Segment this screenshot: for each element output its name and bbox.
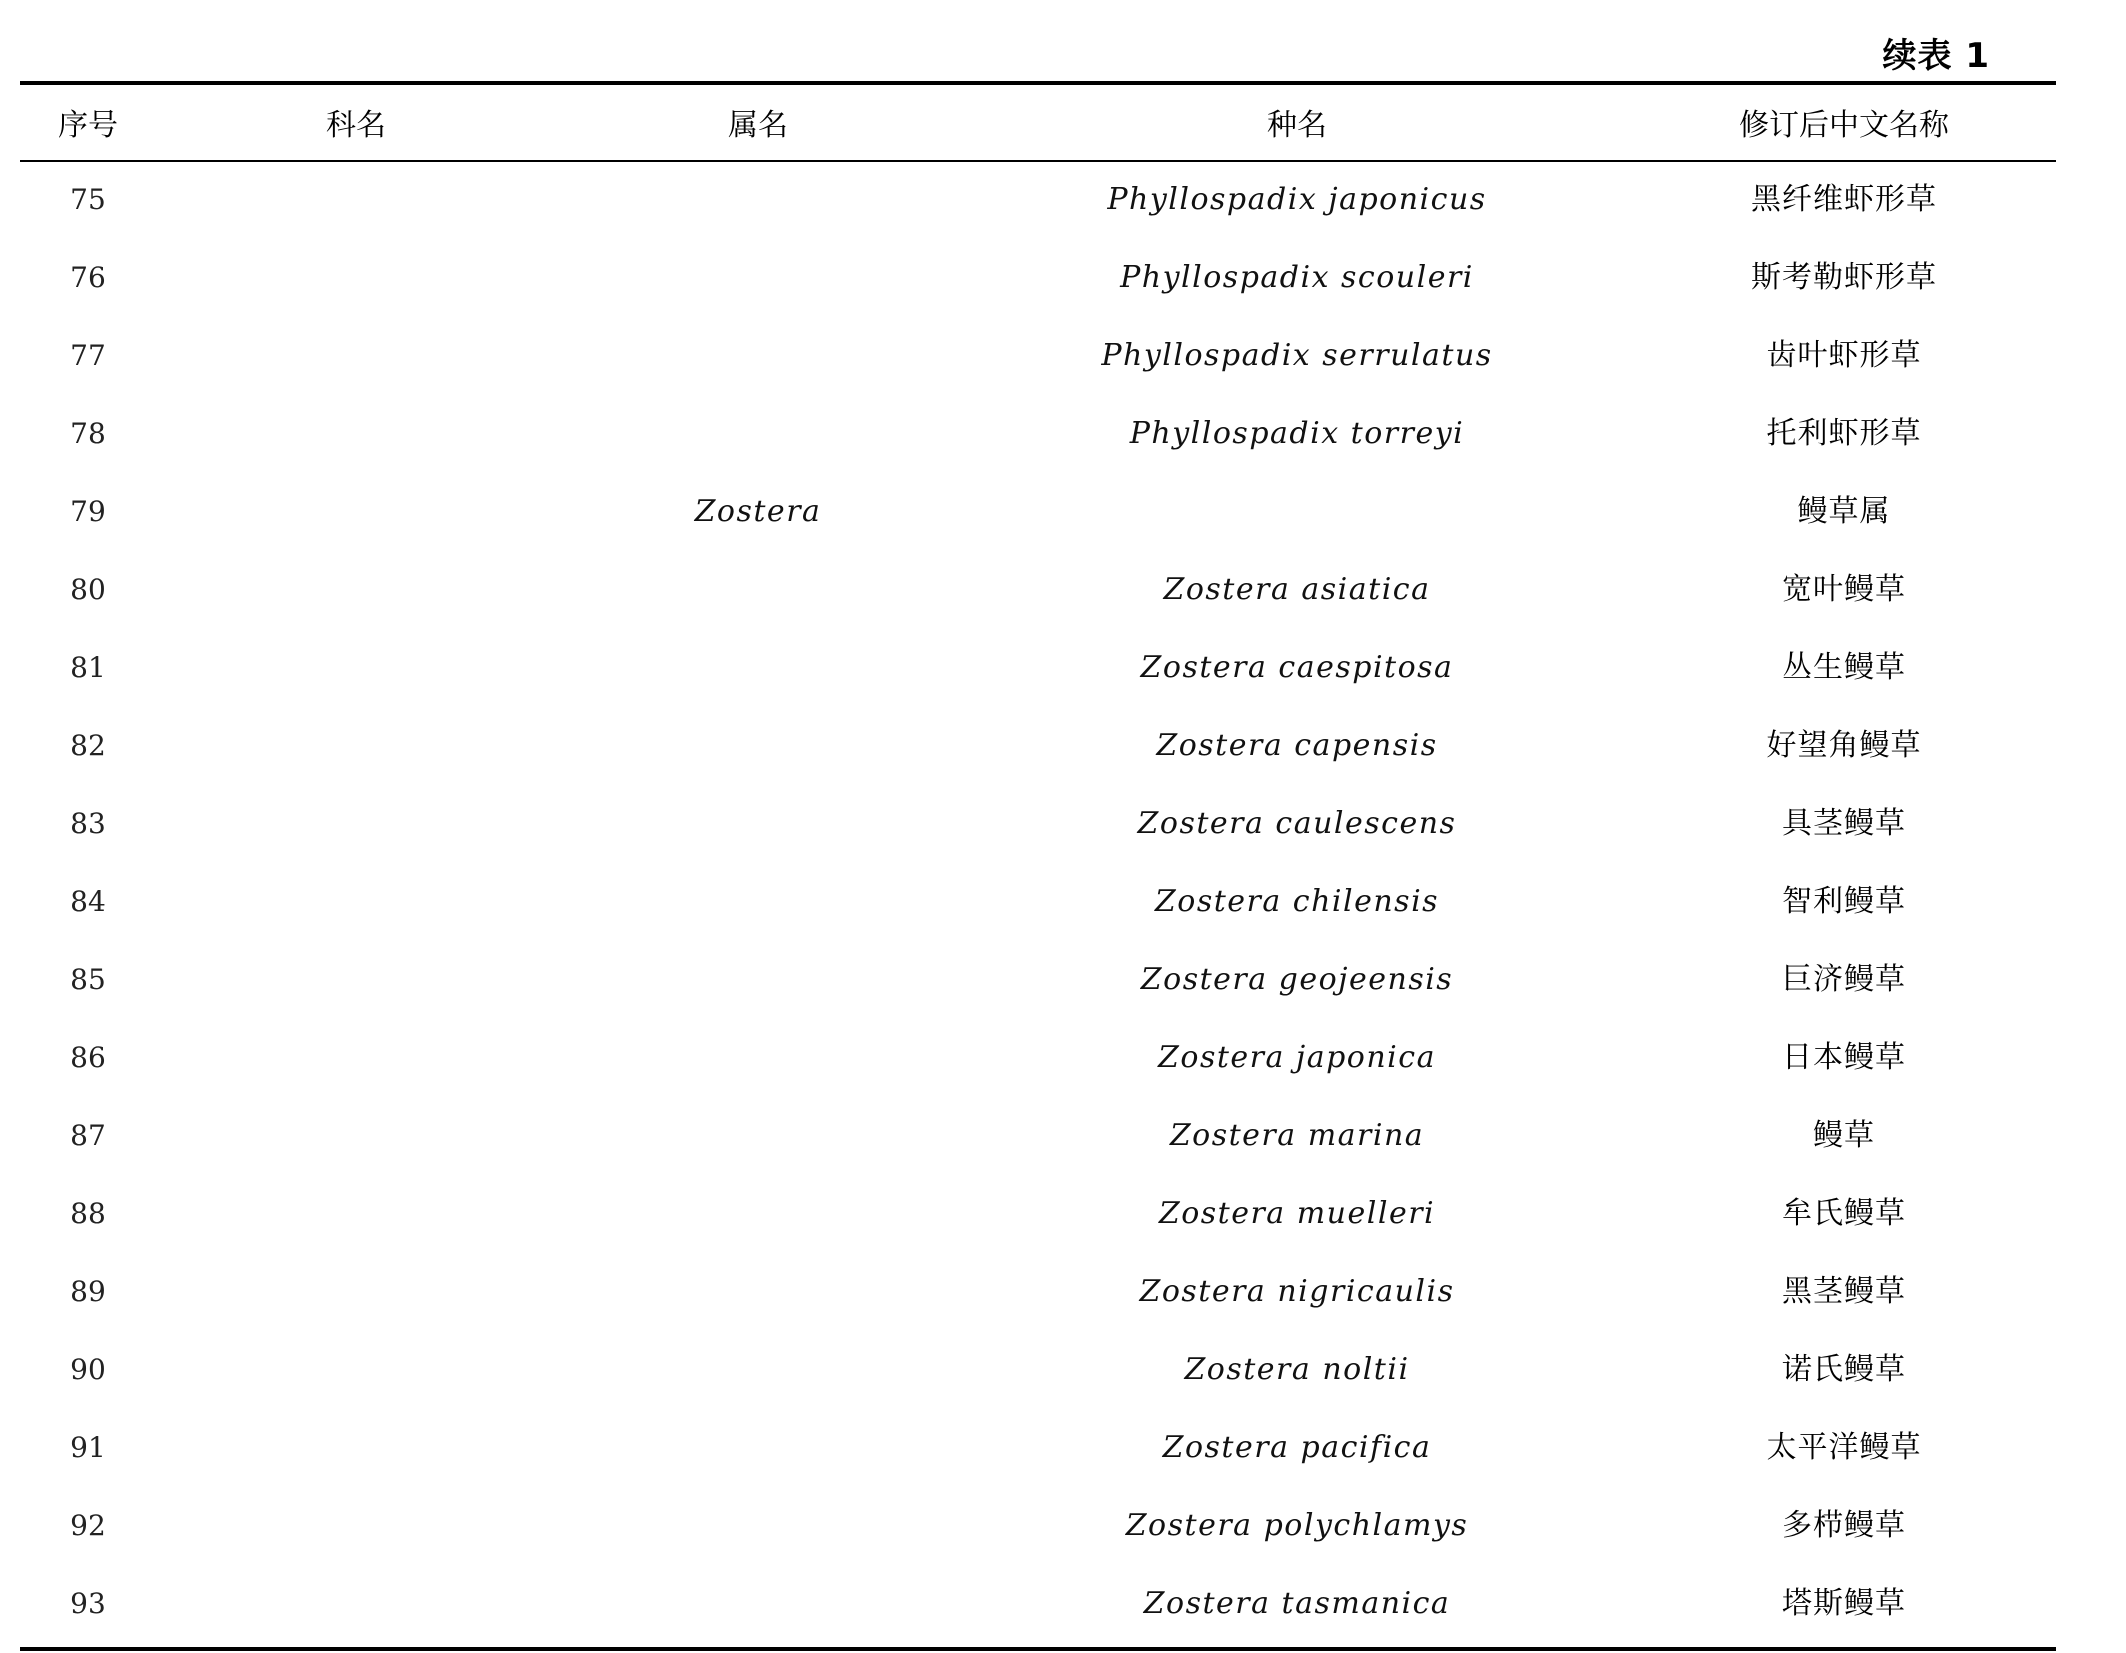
row-number: 89 (70, 1275, 106, 1308)
row-number: 85 (70, 963, 106, 996)
header-species: 种名 (1267, 108, 1327, 143)
row-chinese-name: 智利鳗草 (1782, 884, 1906, 919)
row-species: Zostera noltii (1184, 1352, 1410, 1387)
table-row (0, 473, 2126, 551)
row-chinese-name: 托利虾形草 (1766, 416, 1922, 451)
table-row (0, 707, 2126, 785)
row-chinese-name: 太平洋鳗草 (1766, 1430, 1922, 1465)
row-species: Zostera caespitosa (1140, 650, 1454, 685)
header-family: 科名 (326, 108, 386, 143)
row-species: Zostera pacifica (1162, 1430, 1432, 1465)
row-species: Zostera chilensis (1154, 884, 1440, 919)
row-number: 79 (70, 495, 106, 528)
bottom-rule (20, 1647, 2056, 1651)
row-species: Phyllospadix torreyi (1129, 416, 1465, 451)
table-row (0, 395, 2126, 473)
row-species: Phyllospadix japonicus (1107, 182, 1487, 217)
row-number: 76 (70, 261, 106, 294)
table-row (0, 1253, 2126, 1331)
table-row (0, 629, 2126, 707)
table-row (0, 1097, 2126, 1175)
table-row (0, 1019, 2126, 1097)
row-number: 84 (70, 885, 106, 918)
row-chinese-name: 多栉鳗草 (1782, 1508, 1906, 1543)
row-chinese-name: 具茎鳗草 (1782, 806, 1906, 841)
row-species: Zostera polychlamys (1125, 1508, 1469, 1543)
row-number: 93 (70, 1587, 106, 1620)
table-row (0, 317, 2126, 395)
row-species: Phyllospadix scouleri (1120, 260, 1474, 295)
row-species: Zostera asiatica (1163, 572, 1431, 607)
row-number: 75 (70, 183, 106, 216)
table-row (0, 1409, 2126, 1487)
row-species: Zostera marina (1169, 1118, 1425, 1153)
table-row (0, 1175, 2126, 1253)
row-number: 81 (70, 651, 106, 684)
row-species: Zostera japonica (1158, 1040, 1436, 1075)
row-number: 90 (70, 1353, 106, 1386)
row-chinese-name: 黑纤维虾形草 (1751, 182, 1937, 217)
row-number: 82 (70, 729, 106, 762)
row-chinese-name: 斯考勒虾形草 (1751, 260, 1937, 295)
table-row (0, 863, 2126, 941)
row-chinese-name: 好望角鳗草 (1766, 728, 1922, 763)
row-species: Zostera muelleri (1158, 1196, 1436, 1231)
row-species: Zostera geojeensis (1140, 962, 1454, 997)
row-species: Zostera nigricaulis (1139, 1274, 1455, 1309)
top-rule (20, 81, 2056, 85)
row-chinese-name: 鳗草属 (1797, 494, 1891, 529)
row-chinese-name: 鳗草 (1813, 1118, 1875, 1153)
table-caption: 续表 1 (1882, 36, 1990, 76)
row-species: Zostera capensis (1156, 728, 1438, 763)
row-chinese-name: 宽叶鳗草 (1782, 572, 1906, 607)
row-species: Zostera tasmanica (1143, 1586, 1451, 1621)
table-row (0, 239, 2126, 317)
row-number: 80 (70, 573, 106, 606)
row-genus: Zostera (694, 494, 822, 529)
table-row (0, 1331, 2126, 1409)
row-chinese-name: 齿叶虾形草 (1766, 338, 1922, 373)
table-row (0, 941, 2126, 1019)
row-number: 87 (70, 1119, 106, 1152)
row-chinese-name: 日本鳗草 (1782, 1040, 1906, 1075)
table-row (0, 1487, 2126, 1565)
row-number: 91 (70, 1431, 106, 1464)
row-chinese-name: 塔斯鳗草 (1782, 1586, 1906, 1621)
row-chinese-name: 诺氏鳗草 (1782, 1352, 1906, 1387)
row-number: 92 (70, 1509, 106, 1542)
header-revised-chinese-name: 修订后中文名称 (1739, 108, 1949, 143)
table-row (0, 1565, 2126, 1643)
header-genus: 属名 (728, 108, 788, 143)
row-number: 78 (70, 417, 106, 450)
table-row (0, 785, 2126, 863)
row-number: 88 (70, 1197, 106, 1230)
row-number: 77 (70, 339, 106, 372)
row-chinese-name: 丛生鳗草 (1782, 650, 1906, 685)
row-number: 86 (70, 1041, 106, 1074)
table-row (0, 551, 2126, 629)
row-species: Phyllospadix serrulatus (1101, 338, 1493, 373)
row-chinese-name: 巨济鳗草 (1782, 962, 1906, 997)
row-chinese-name: 牟氏鳗草 (1782, 1196, 1906, 1231)
row-species: Zostera caulescens (1137, 806, 1457, 841)
header-number: 序号 (58, 108, 118, 143)
table-row (0, 161, 2126, 239)
row-chinese-name: 黑茎鳗草 (1782, 1274, 1906, 1309)
row-number: 83 (70, 807, 106, 840)
